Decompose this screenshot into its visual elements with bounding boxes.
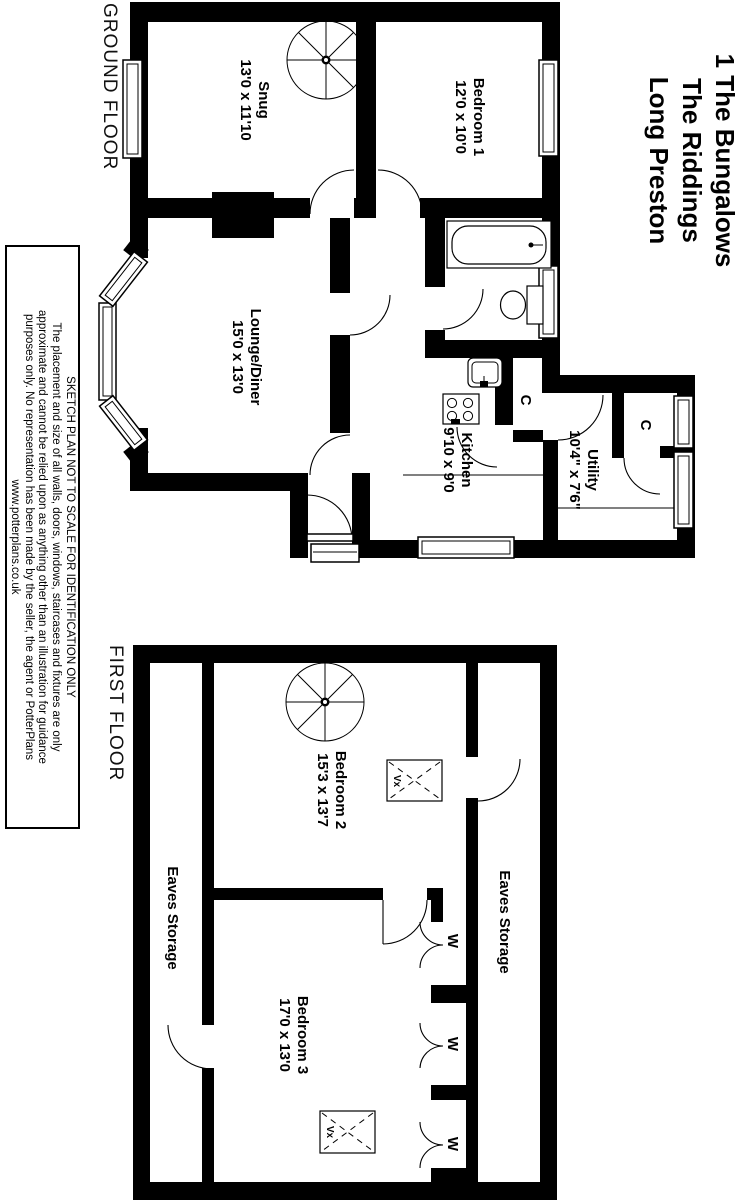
disclaimer-body-line: The placement and size of all walls, doors, windows, staircases and fixtures are only (50, 322, 63, 752)
bedroom1-door-arc (378, 170, 422, 214)
disclaimer-body-line: purposes only. No representation has been made by the seller, the agent or PotterPlans (22, 313, 35, 760)
disclaimer-box (5, 245, 80, 829)
bathroom-door-arc (443, 289, 483, 329)
wardrobe3-label: W (444, 1136, 461, 1152)
first-floor-plan (133, 645, 557, 1200)
svg-text:15'0 x 13'0: 15'0 x 13'0 (229, 320, 246, 394)
svg-text:Snug: Snug (255, 81, 272, 119)
plan-title-line1: 1 The Bungalows (710, 53, 740, 268)
svg-text:12'0 x 10'0: 12'0 x 10'0 (452, 80, 469, 154)
room-label-lounge-diner (229, 309, 264, 406)
cupboard-door-arc (624, 458, 660, 494)
cupboard-label-hall: C (517, 394, 534, 406)
svg-text:Vx: Vx (391, 774, 402, 788)
plan-title-line3: Long Preston (644, 76, 674, 245)
window-utility-right (674, 452, 693, 528)
svg-text:Bedroom 3: Bedroom 3 (294, 995, 311, 1075)
eaves-storage-left-label: Eaves Storage (164, 866, 181, 970)
hob-icon (443, 394, 479, 424)
first-floor-label: FIRST FLOOR (105, 645, 126, 782)
svg-text:Lounge/Diner: Lounge/Diner (247, 308, 264, 406)
svg-text:9'10 x 9'0: 9'10 x 9'0 (440, 427, 457, 493)
bath-icon (447, 221, 551, 268)
disclaimer-url: www.potterplans.co.uk (8, 479, 21, 595)
window-cupboard-right (674, 396, 693, 448)
svg-text:Vx: Vx (324, 1125, 335, 1139)
lounge-door-bottom-arc (310, 435, 350, 475)
lounge-door-top-arc (350, 295, 390, 335)
svg-text:13'0 x 11'10: 13'0 x 11'10 (237, 59, 254, 141)
room-label-bedroom1 (452, 78, 487, 156)
window-bedroom1-right (539, 60, 558, 156)
svg-text:17'0 x 13'0: 17'0 x 13'0 (276, 998, 293, 1072)
room-label-utility (566, 430, 601, 510)
svg-text:Bedroom 2: Bedroom 2 (332, 750, 349, 830)
ground-floor-plan (99, 2, 695, 562)
svg-text:Kitchen: Kitchen (458, 432, 475, 488)
sink-icon (468, 358, 502, 387)
wardrobe2-label: W (444, 1036, 461, 1052)
svg-text:Bedroom 1: Bedroom 1 (470, 77, 487, 157)
eaves-left-door-arc (168, 1025, 212, 1069)
window-kitchen-bottom (418, 537, 514, 558)
wardrobe1-doors (420, 922, 443, 968)
svg-text:15'3 x 13'7: 15'3 x 13'7 (314, 753, 331, 827)
svg-text:10'4" x 7'6": 10'4" x 7'6" (566, 430, 583, 510)
svg-text:Utility: Utility (584, 449, 601, 491)
room-label-kitchen (440, 427, 475, 493)
wardrobe1-label: W (444, 933, 461, 949)
eaves-right-door-arc (478, 759, 520, 801)
snug-door-arc (310, 170, 354, 214)
spiral-staircase-icon (286, 663, 364, 741)
room-label-bedroom2 (314, 751, 349, 829)
front-door-threshold (307, 534, 359, 562)
spiral-staircase-icon (287, 21, 365, 99)
bay-window (99, 252, 147, 451)
cupboard-label-utility: C (637, 419, 654, 431)
wardrobe2-doors (420, 1023, 443, 1068)
room-label-bedroom3 (276, 996, 311, 1074)
plan-title-line2: The Riddings (677, 78, 707, 243)
velux-icon-bedroom2 (387, 760, 442, 801)
plan-title (641, 28, 741, 293)
eaves-storage-right-label: Eaves Storage (496, 870, 513, 974)
disclaimer-heading: SKETCH PLAN NOT TO SCALE FOR IDENTIFICATION ONLY (64, 376, 76, 698)
room-label-snug (237, 59, 272, 140)
disclaimer-body-line: approximate and cannot be relied upon as anything other than an illustration for guidance (36, 310, 49, 764)
ground-floor-label: GROUND FLOOR (99, 3, 120, 171)
toilet-icon (501, 286, 544, 324)
wardrobe3-doors (420, 1122, 443, 1168)
velux-icon-bedroom3 (320, 1111, 375, 1153)
window-snug-left (123, 60, 142, 158)
